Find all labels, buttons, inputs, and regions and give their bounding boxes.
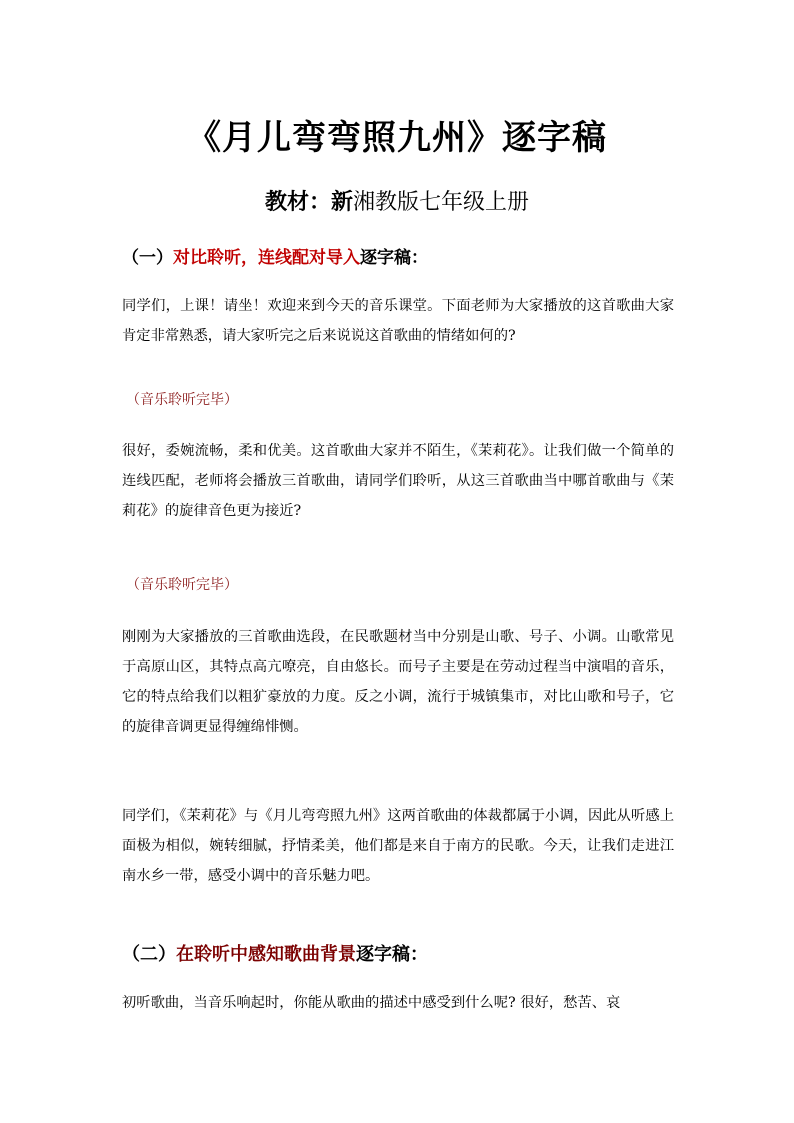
section-1-suffix: 逐字稿： — [360, 248, 428, 268]
paragraph-5: 初听歌曲，当音乐响起时，你能从歌曲的描述中感受到什么呢? 很好，愁苦、哀 — [122, 995, 621, 1011]
section-2-prefix: （二） — [122, 944, 176, 965]
paragraph-3: 刚刚为大家播放的三首歌曲选段，在民歌题材当中分别是山歌、号子、小调。山歌常见于高原山区，其特点高亢嘹亮，自由悠长。而号子主要是在劳动过程当中演唱的音乐，它的特点给我们以粗犷豪放的力度。反之小调，流行于城镇集市，对比山歌和号子，它的旋律音调更显得缠绵悱恻。 — [122, 629, 674, 735]
textbook-name: 湘教版七年级上册 — [353, 190, 530, 215]
section-1-prefix: （一） — [122, 248, 173, 268]
document-title: 《月儿弯弯照九州》逐字稿 — [187, 118, 607, 158]
section-2-title: 在聆听中感知歌曲背景 — [176, 944, 356, 965]
textbook-label: 教材： — [264, 189, 331, 215]
paragraph-1: 同学们，上课！请坐！欢迎来到今天的音乐课堂。下面老师为大家播放的这首歌曲大家肯定非常熟悉，请大家听完之后来说说这首歌曲的情绪如何的? — [122, 298, 674, 344]
section-1-heading — [122, 243, 428, 268]
textbook-bold-char: 新 — [330, 189, 353, 215]
section-2-heading — [122, 940, 428, 966]
music-note-2: （音乐聆听完毕） — [126, 577, 238, 593]
paragraph-4: 同学们，《茉莉花》与《月儿弯弯照九州》这两首歌曲的体裁都属于小调，因此从听感上面极为相似，婉转细腻，抒情柔美，他们都是来自于南方的民歌。今天，让我们走进江南水乡一带，感受小调中的音乐魅力吧。 — [122, 808, 674, 884]
textbook-line — [0, 185, 794, 216]
music-note-1: （音乐聆听完毕） — [126, 392, 238, 408]
paragraph-2: 很好，委婉流畅，柔和优美。这首歌曲大家并不陌生，《茉莉花》。让我们做一个简单的连线匹配，老师将会播放三首歌曲，请同学们聆听，从这三首歌曲当中哪首歌曲与《茉莉花》的旋律音色更为接近? — [122, 443, 674, 519]
section-1-title: 对比聆听，连线配对导入 — [173, 248, 360, 268]
section-2-suffix: 逐字稿： — [356, 944, 428, 965]
